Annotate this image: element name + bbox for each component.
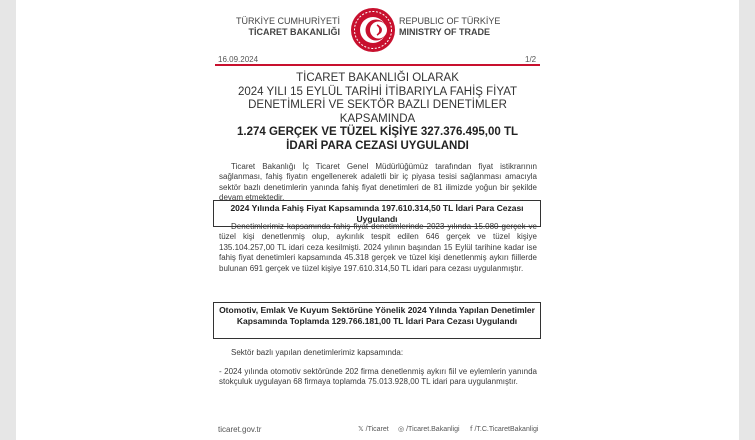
instagram-icon: ◎ — [398, 425, 405, 433]
header-divider — [215, 64, 540, 66]
title-line1: TİCARET BAKANLIĞI OLARAK — [296, 72, 459, 84]
header-right — [399, 16, 500, 38]
header-right-line1: REPUBLIC OF TÜRKİYE — [399, 16, 501, 26]
intro-paragraph: Ticaret Bakanlığı İç Ticaret Genel Müdürlüğümüz tarafından fiyat istikrarının sağlanması, fahiş fiyatın engellenerek adaletli bir iç piyasa tesisi sağlanması amacıyla sektör bazlı denetimlerin yanında fahiş fiyat denetimleri de 81 ilimizde yoğun bir şekilde devam etmektedir. — [219, 162, 537, 203]
highlight-box-price: 2024 Yılında Fahiş Fiyat Kapsamında 197.610.314,50 TL İdari Para Cezası Uygulandı — [213, 200, 541, 227]
title-line5: İDARİ PARA CEZASI UYGULANDI — [286, 139, 469, 152]
page-title — [215, 72, 540, 153]
facebook-icon: f — [470, 425, 473, 433]
page-number: 1/2 — [525, 55, 537, 64]
title-line2: 2024 YILI 15 EYLÜL TARİHİ İTİBARIYLA FAHİŞ FİYAT — [237, 85, 518, 98]
footer-website-link[interactable]: ticaret.gov.tr — [218, 425, 262, 434]
price-audit-paragraph: Denetimlerimiz kapsamında fahiş fiyat denetimlerinde 2023 yılında 15.080 gerçek ve tüzel kişi denetlenmiş olup, aykırılık tespit edilen 646 gerçek ve tüzel kişiye 135.104.257,00 TL idari ceza kesilmişti. 2024 yılının başından 15 Eylül tarihine kadar ise fahiş fiyat denetimleri kapsamında 45.318 gerçek ve tüzel kişi denetlenmiş aykırı fiillerde bulunan 691 gerçek ve tüzel kişiye 197.610.314,50 TL idari para cezası uygulanmıştır. — [219, 222, 537, 273]
footer-facebook-handle: /T.C.TicaretBakanligi — [474, 426, 539, 433]
footer-x-handle: /Ticaret — [365, 426, 389, 433]
footer-instagram-handle: /Ticaret.Bakanligi — [406, 426, 460, 433]
highlight-box-sector: Otomotiv, Emlak Ve Kuyum Sektörüne Yönelik 2024 Yılında Yapılan Denetimler Kapsamında Toplamda 129.766.181,00 TL İdari Para Cezası Uygulandı — [213, 302, 541, 339]
title-line4: 1.274 GERÇEK VE TÜZEL KİŞİYE 327.376.495,00 TL — [236, 126, 519, 138]
footer-x-link[interactable] — [358, 425, 389, 433]
header-left-line1: TÜRKİYE CUMHURİYETİ — [235, 16, 340, 26]
header-left-line2: TİCARET BAKANLIĞI — [248, 27, 340, 37]
footer-facebook-link[interactable] — [470, 425, 538, 433]
title-line3: DENETİMLERİ VE SEKTÖR BAZLI DENETİMLER KAPSAMINDA — [248, 99, 507, 125]
x-icon: 𝕏 — [358, 425, 364, 433]
document-date: 16.09.2024 — [218, 55, 259, 64]
left-margin — [0, 0, 16, 440]
footer-instagram-link[interactable] — [398, 425, 460, 433]
ministry-emblem-icon — [350, 7, 396, 53]
list-item: - 2024 yılında otomotiv sektöründe 202 firma denetlenmiş aykırı fiil ve eylemlerin yanında stokçuluk uygulayan 68 firmaya toplamda 75.013.928,00 TL idari para uygulanmıştır. — [219, 367, 537, 387]
header-right-line2: MINISTRY OF TRADE — [399, 27, 491, 37]
right-margin — [739, 0, 755, 440]
sector-intro-paragraph: Sektör bazlı yapılan denetimlerimiz kapsamında: — [231, 348, 404, 357]
header-left — [236, 16, 340, 38]
